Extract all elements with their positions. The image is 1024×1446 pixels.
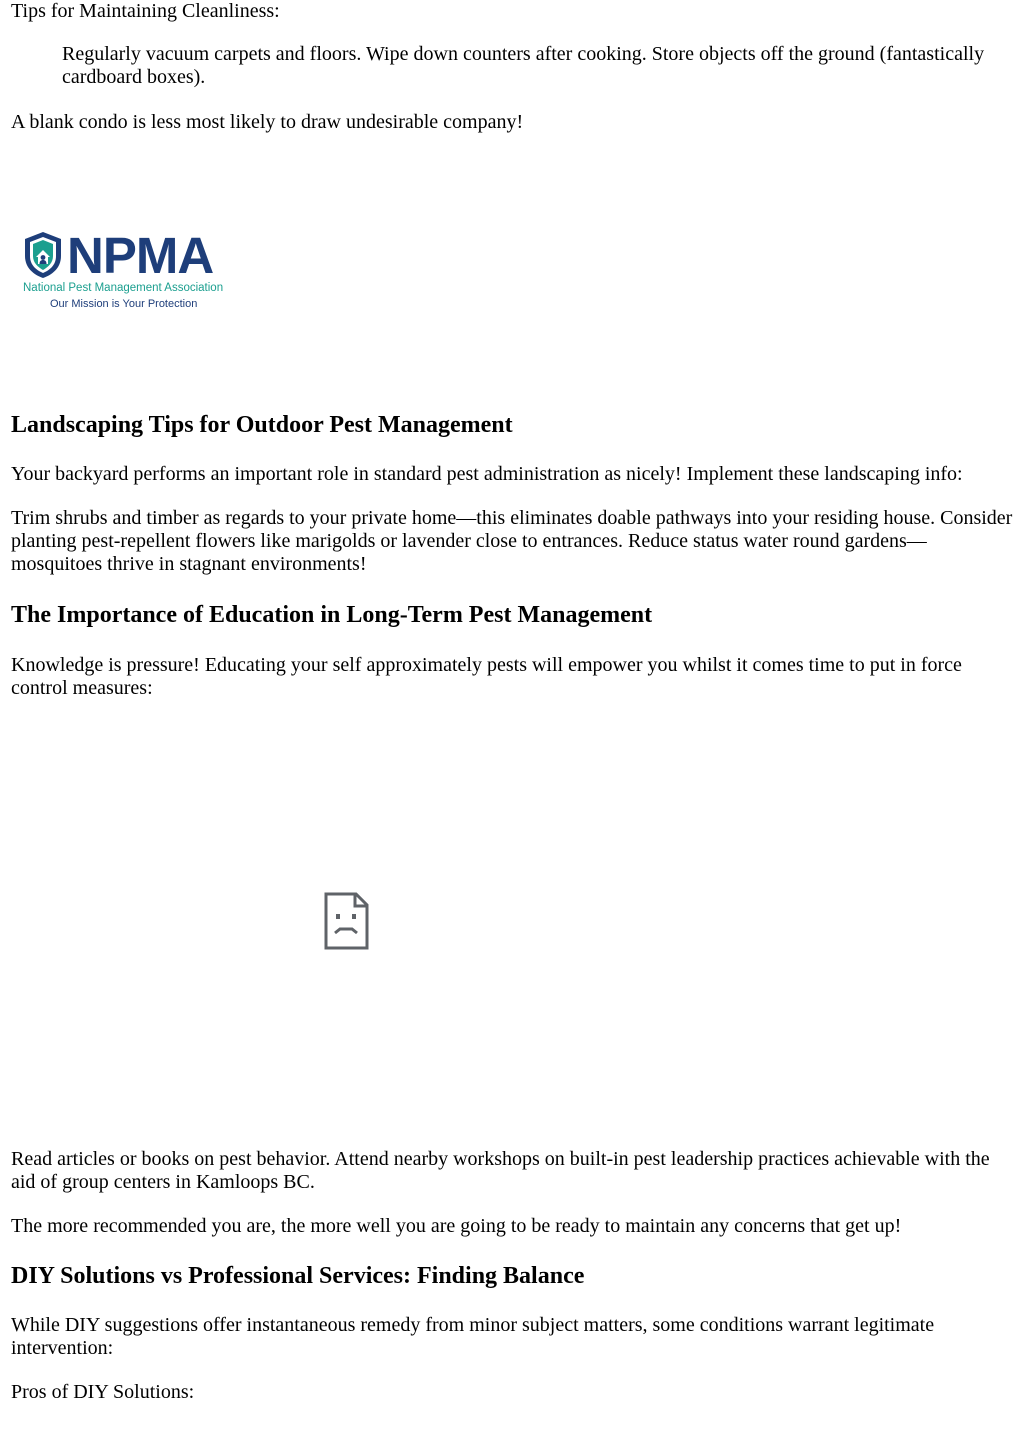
broken-image-icon	[322, 891, 370, 951]
diy-pros-label: Pros of DIY Solutions:	[11, 1381, 195, 1403]
cleanliness-note-paragraph: A blank condo is less most likely to draw undesirable company!	[11, 111, 524, 133]
education-heading: The Importance of Education in Long-Term Pest Management	[11, 602, 653, 628]
cleanliness-heading: Tips for Maintaining Cleanliness:	[11, 0, 280, 22]
diy-intro-paragraph: While DIY suggestions offer instantaneous remedy from minor subject matters, some conditions warrant legitimate intervention:	[11, 1314, 935, 1359]
logo-organization-name: National Pest Management Association	[23, 282, 224, 294]
landscaping-intro-paragraph: Your backyard performs an important role in standard pest administration as nicely! Implement these landscaping info:	[11, 463, 963, 485]
logo-wordmark: NPMA	[67, 227, 214, 284]
education-note-paragraph: The more recommended you are, the more well you are going to be ready to maintain any concerns that get up!	[11, 1215, 902, 1237]
logo-tagline: Our Mission is Your Protection	[50, 298, 198, 310]
cleanliness-tips-paragraph: Regularly vacuum carpets and floors. Wipe down counters after cooking. Store objects off the ground (fantastically cardboard boxes).	[62, 43, 985, 88]
landscaping-heading: Landscaping Tips for Outdoor Pest Management	[11, 412, 513, 438]
education-tips-paragraph: Read articles or books on pest behavior. Attend nearby workshops on built-in pest leadership practices achievable with the aid of group centers in Kamloops BC.	[11, 1148, 990, 1193]
landscaping-tips-paragraph: Trim shrubs and timber as regards to your private home—this eliminates doable pathways into your residing house. Consider planting pest-repellent flowers like marigolds or lavender close to entrances. Reduce status water round gardens—mosquitoes thrive in stagnant environments!	[11, 507, 1013, 575]
npma-logo	[18, 226, 236, 318]
education-intro-paragraph: Knowledge is pressure! Educating your self approximately pests will empower you whilst it comes time to put in force control measures:	[11, 654, 962, 699]
diy-heading: DIY Solutions vs Professional Services: Finding Balance	[11, 1263, 585, 1289]
shield-house-icon	[22, 230, 64, 280]
